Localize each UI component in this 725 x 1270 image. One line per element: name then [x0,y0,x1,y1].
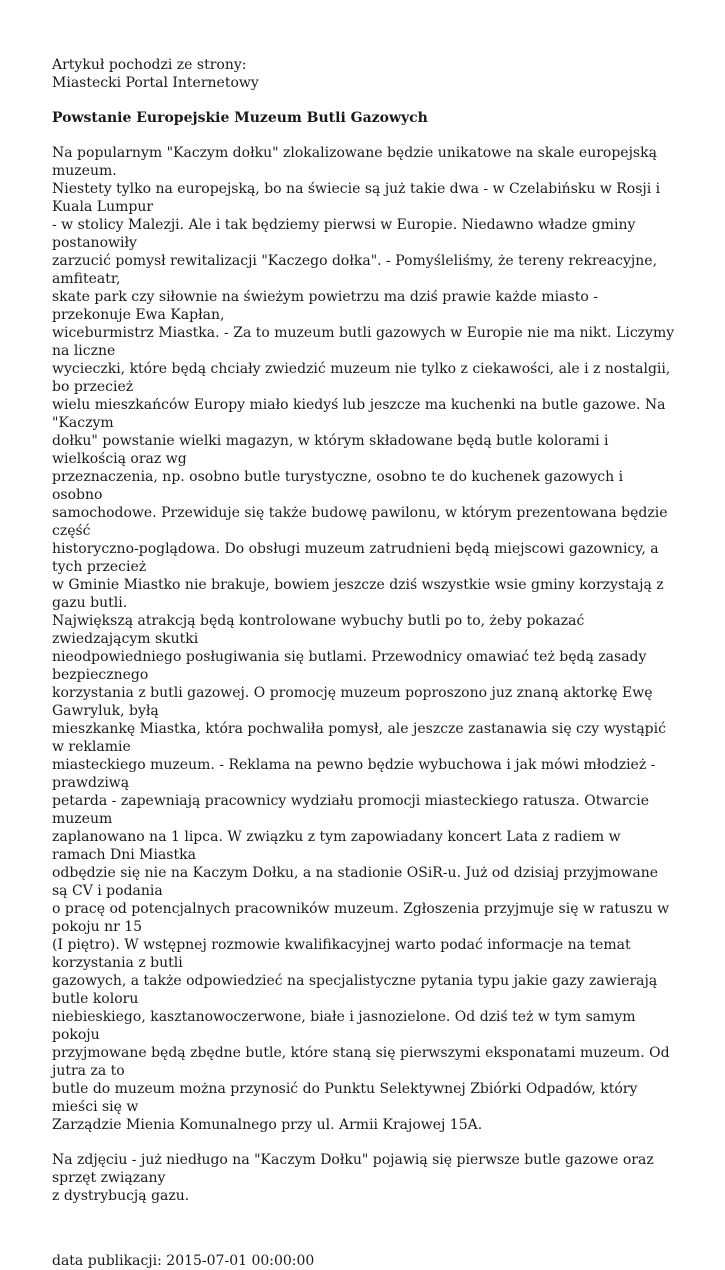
document-page [52,56,677,1270]
photo-caption: Na zdjęciu - już niedługo na "Kaczym Dołku" pojawią się pierwsze butle gazowe oraz sprzęt związany z dystrybucją gazu. [52,1152,654,1204]
article-title: Powstanie Europejskie Muzeum Butli Gazowych [52,110,428,126]
source-block [52,56,677,92]
source-site-name: Miastecki Portal Internetowy [52,75,259,91]
publication-date: data publikacji: 2015-07-01 00:00:00 [52,1253,315,1269]
article-body: Na popularnym "Kaczym dołku" zlokalizowane będzie unikatowe na skale europejską muzeum. Niestety tylko na europejską, bo na świecie są już takie dwa - w Czelabińsku w Rosji i Kuala Lumpur - w stolicy Malezji. Ale i tak będziemy pierwsi w Europie. Niedawno władze gminy postanowiły zarzucić pomysł rewitalizacji "Kaczego dołka". - Pomyśleliśmy, że tereny rekreacyjne, amfiteatr, skate park czy siłownie na świeżym powietrzu ma dziś prawie każde miasto - przekonuje Ewa Kapłan, wiceburmistrz Miastka. - Za to muzeum butli gazowych w Europie nie ma nikt. Liczymy na liczne wycieczki, które będą chciały zwiedzić muzeum nie tylko z ciekawości, ale i z nostalgii, bo przecież wielu mieszkańców Europy miało kiedyś lub jeszcze ma kuchenki na butle gazowe. Na "Kaczym dołku" powstanie wielki magazyn, w którym składowane będą butle kolorami i wielkością oraz wg przeznaczenia, np. osobno butle turystyczne, osobno te do kuchenek gazowych i osobno samochodowe. Przewiduje się także budowę pawilonu, w którym prezentowana będzie część historyczno-poglądowa. Do obsługi muzeum zatrudnieni będą miejscowi gazownicy, a tych przecież w Gminie Miastko nie brakuje, bowiem jeszcze dziś wszystkie wsie gminy korzystają z gazu butli. Największą atrakcją będą kontrolowane wybuchy butli po to, żeby pokazać zwiedzającym skutki nieodpowiedniego posługiwania się butlami. Przewodnicy omawiać też będą zasady bezpiecznego korzystania z butli gazowej. O promocję muzeum poproszono juz znaną aktorkę Ewę Gawryluk, byłą mieszkankę Miastka, która pochwaliła pomysł, ale jeszcze zastanawia się czy wystąpić w reklamie miasteckiego muzeum. - Reklama na pewno będzie wybuchowa i jak mówi młodzież - prawdziwą petarda - zapewniają pracownicy wydziału promocji miasteckiego ratusza. Otwarcie muzeum zaplanowano na 1 lipca. W związku z tym zapowiadany koncert Lata z radiem w ramach Dni Miastka odbędzie się nie na Kaczym Dołku, a na stadionie OSiR-u. Już od dzisiaj przyjmowane są CV i podania o pracę od potencjalnych pracowników muzeum. Zgłoszenia przyjmuje się w ratuszu w pokoju nr 15 (I piętro). W wstępnej rozmowie kwalifikacyjnej warto podać informacje na temat korzystania z butli gazowych, a także odpowiedzieć na specjalistyczne pytania typu jakie gazy zawierają butle koloru niebieskiego, kasztanowoczerwone, białe i jasnozielone. Od dziś też w tym samym pokoju przyjmowane będą zbędne butle, które staną się pierwszymi eksponatami muzeum. Od jutra za to butle do muzeum można przynosić do Punktu Selektywnej Zbiórki Odpadów, który mieści się w Zarządzie Mienia Komunalnego przy ul. Armii Krajowej 15A. [52,145,675,1133]
source-label: Artykuł pochodzi ze strony: [52,57,247,73]
